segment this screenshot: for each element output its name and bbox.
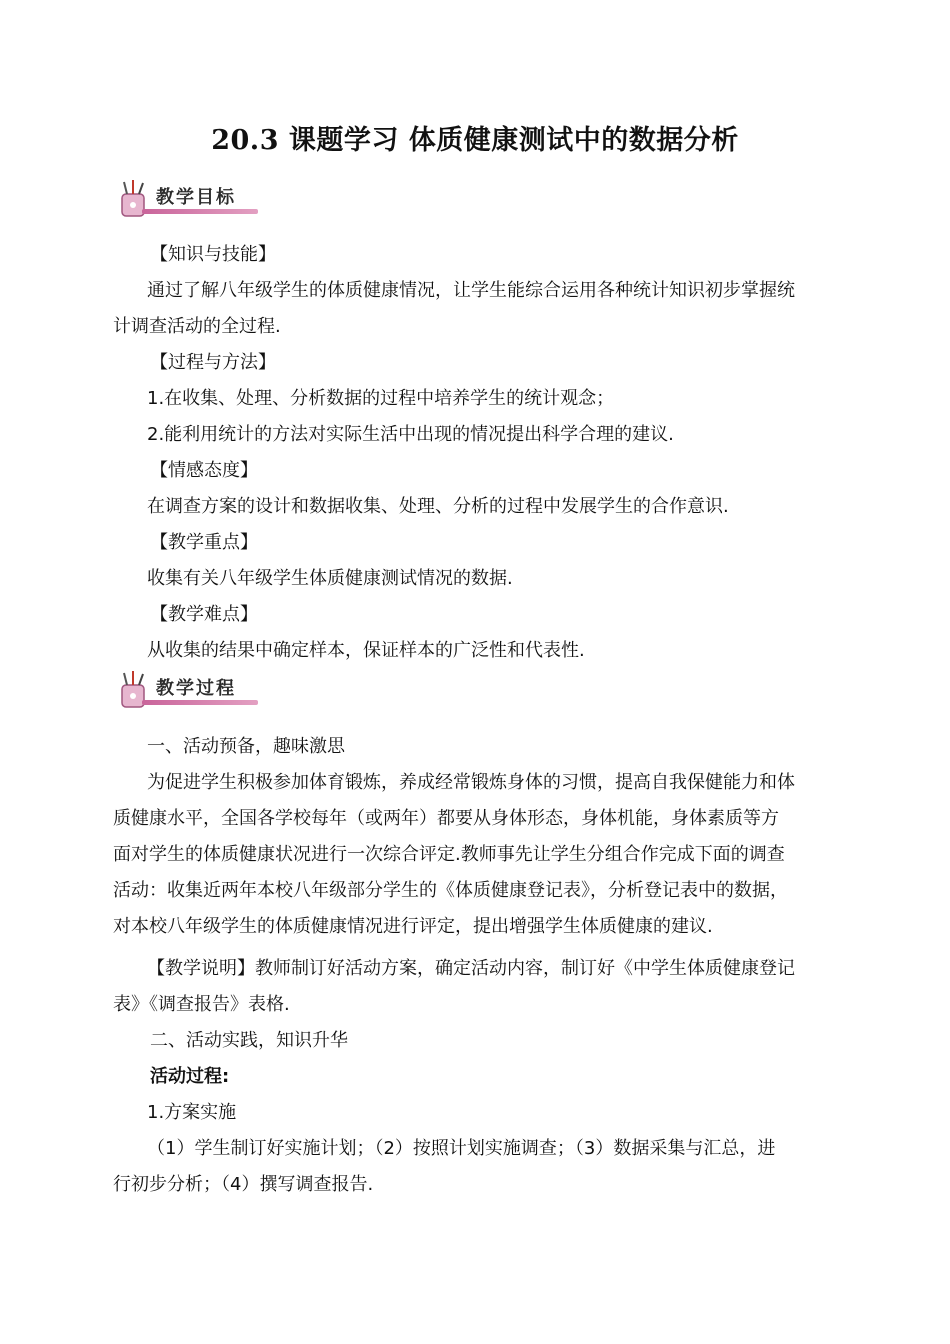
paragraph-line: 从收集的结果中确定样本，保证样本的广泛性和代表性. (147, 640, 585, 661)
badge-underline (142, 209, 258, 214)
paragraph-line: 通过了解八年级学生的体质健康情况，让学生能综合运用各种统计知识初步掌握统 (147, 280, 795, 301)
part1-heading: 一、活动预备，趣味激思 (147, 736, 345, 757)
paragraph-line: 在调查方案的设计和数据收集、处理、分析的过程中发展学生的合作意识. (147, 496, 729, 517)
paragraph-line: 计调查活动的全过程. (113, 316, 281, 337)
paragraph-line: 活动：收集近两年本校八年级部分学生的《体质健康登记表》，分析登记表中的数据， (113, 880, 788, 901)
paragraph-line: 面对学生的体质健康状况进行一次综合评定.教师事先让学生分组合作完成下面的调查 (113, 844, 785, 865)
paragraph-line: 为促进学生积极参加体育锻炼，养成经常锻炼身体的习惯，提高自我保健能力和体 (147, 772, 795, 793)
paragraph-line: 对本校八年级学生的体质健康情况进行评定，提出增强学生体质健康的建议. (113, 916, 713, 937)
badge-label: 教学过程 (156, 678, 236, 699)
part2-heading: 二、活动实践，知识升华 (150, 1030, 348, 1051)
heading-process-method: 【过程与方法】 (150, 352, 276, 373)
heading-emotion: 【情感态度】 (150, 460, 258, 481)
paragraph-line: 收集有关八年级学生体质健康测试情况的数据. (147, 568, 513, 589)
section-badge-goals (112, 178, 262, 220)
section-badge-process (112, 669, 262, 711)
teaching-note: 【教学说明】教师制订好活动方案，确定活动内容，制订好《中学生体质健康登记 (147, 958, 795, 979)
paragraph-line: 行初步分析；（4）撰写调查报告. (113, 1174, 374, 1195)
paragraph-line: （1）学生制订好实施计划；（2）按照计划实施调查；（3）数据采集与汇总，进 (147, 1138, 776, 1159)
page-title: 20.3 课题学习 体质健康测试中的数据分析 (211, 125, 739, 156)
badge-underline (142, 700, 258, 705)
activity-label: 活动过程: (150, 1066, 230, 1087)
badge-label: 教学目标 (156, 187, 236, 208)
plan-heading: 1.方案实施 (147, 1102, 237, 1123)
paragraph-line: 质健康水平，全国各学校每年（或两年）都要从身体形态，身体机能，身体素质等方 (113, 808, 779, 829)
heading-difficulty: 【教学难点】 (150, 604, 258, 625)
heading-key-point: 【教学重点】 (150, 532, 258, 553)
list-item: 2.能利用统计的方法对实际生活中出现的情况提出科学合理的建议. (147, 424, 674, 445)
teaching-note: 表》《调查报告》表格. (113, 994, 290, 1015)
heading-knowledge: 【知识与技能】 (150, 244, 276, 265)
list-item: 1.在收集、处理、分析数据的过程中培养学生的统计观念； (147, 388, 615, 409)
